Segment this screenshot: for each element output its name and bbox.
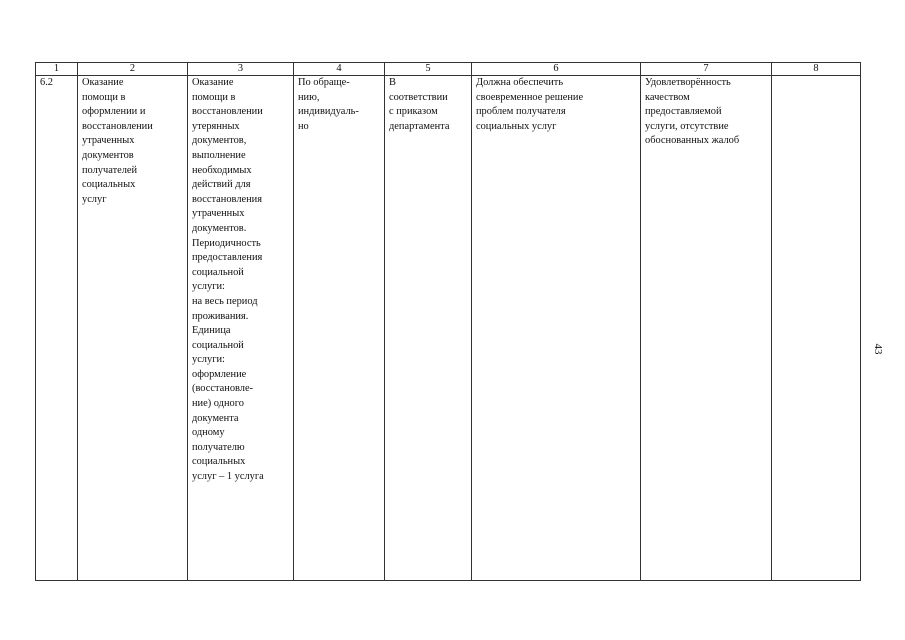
services-table	[35, 62, 861, 581]
column-number: 6	[472, 63, 641, 76]
regulation-cell: В соответствии с приказом департамента	[385, 76, 472, 581]
requirement-cell: Должна обеспечить своевременное решение проблем получателя социальных услуг	[472, 76, 641, 581]
column-number-row	[36, 63, 861, 76]
page-number: 43	[872, 343, 884, 355]
row-number: 6.2	[36, 76, 78, 581]
column-number: 7	[641, 63, 772, 76]
column-number: 8	[772, 63, 861, 76]
column-number: 5	[385, 63, 472, 76]
service-description-cell: Оказание помощи в восстановлении утерянных документов, выполнение необходимых действий для восстановления утраченных документов. Периодичность предоставления социальной услуги: на весь период проживания. Единица социальной услуги: оформление (восстановле- ние) одного документа одному получателю социальных услуг – 1 услуга	[188, 76, 294, 581]
table-row	[36, 76, 861, 581]
service-form-cell: По обраще- нию, индивидуаль- но	[294, 76, 385, 581]
column-number: 2	[78, 63, 188, 76]
column-number: 4	[294, 63, 385, 76]
column-number: 1	[36, 63, 78, 76]
service-name-cell: Оказание помощи в оформлении и восстановлении утраченных документов получателей социальных услуг	[78, 76, 188, 581]
extra-cell	[772, 76, 861, 581]
column-number: 3	[188, 63, 294, 76]
quality-cell: Удовлетворённость качеством предоставляемой услуги, отсутствие обоснованных жалоб	[641, 76, 772, 581]
